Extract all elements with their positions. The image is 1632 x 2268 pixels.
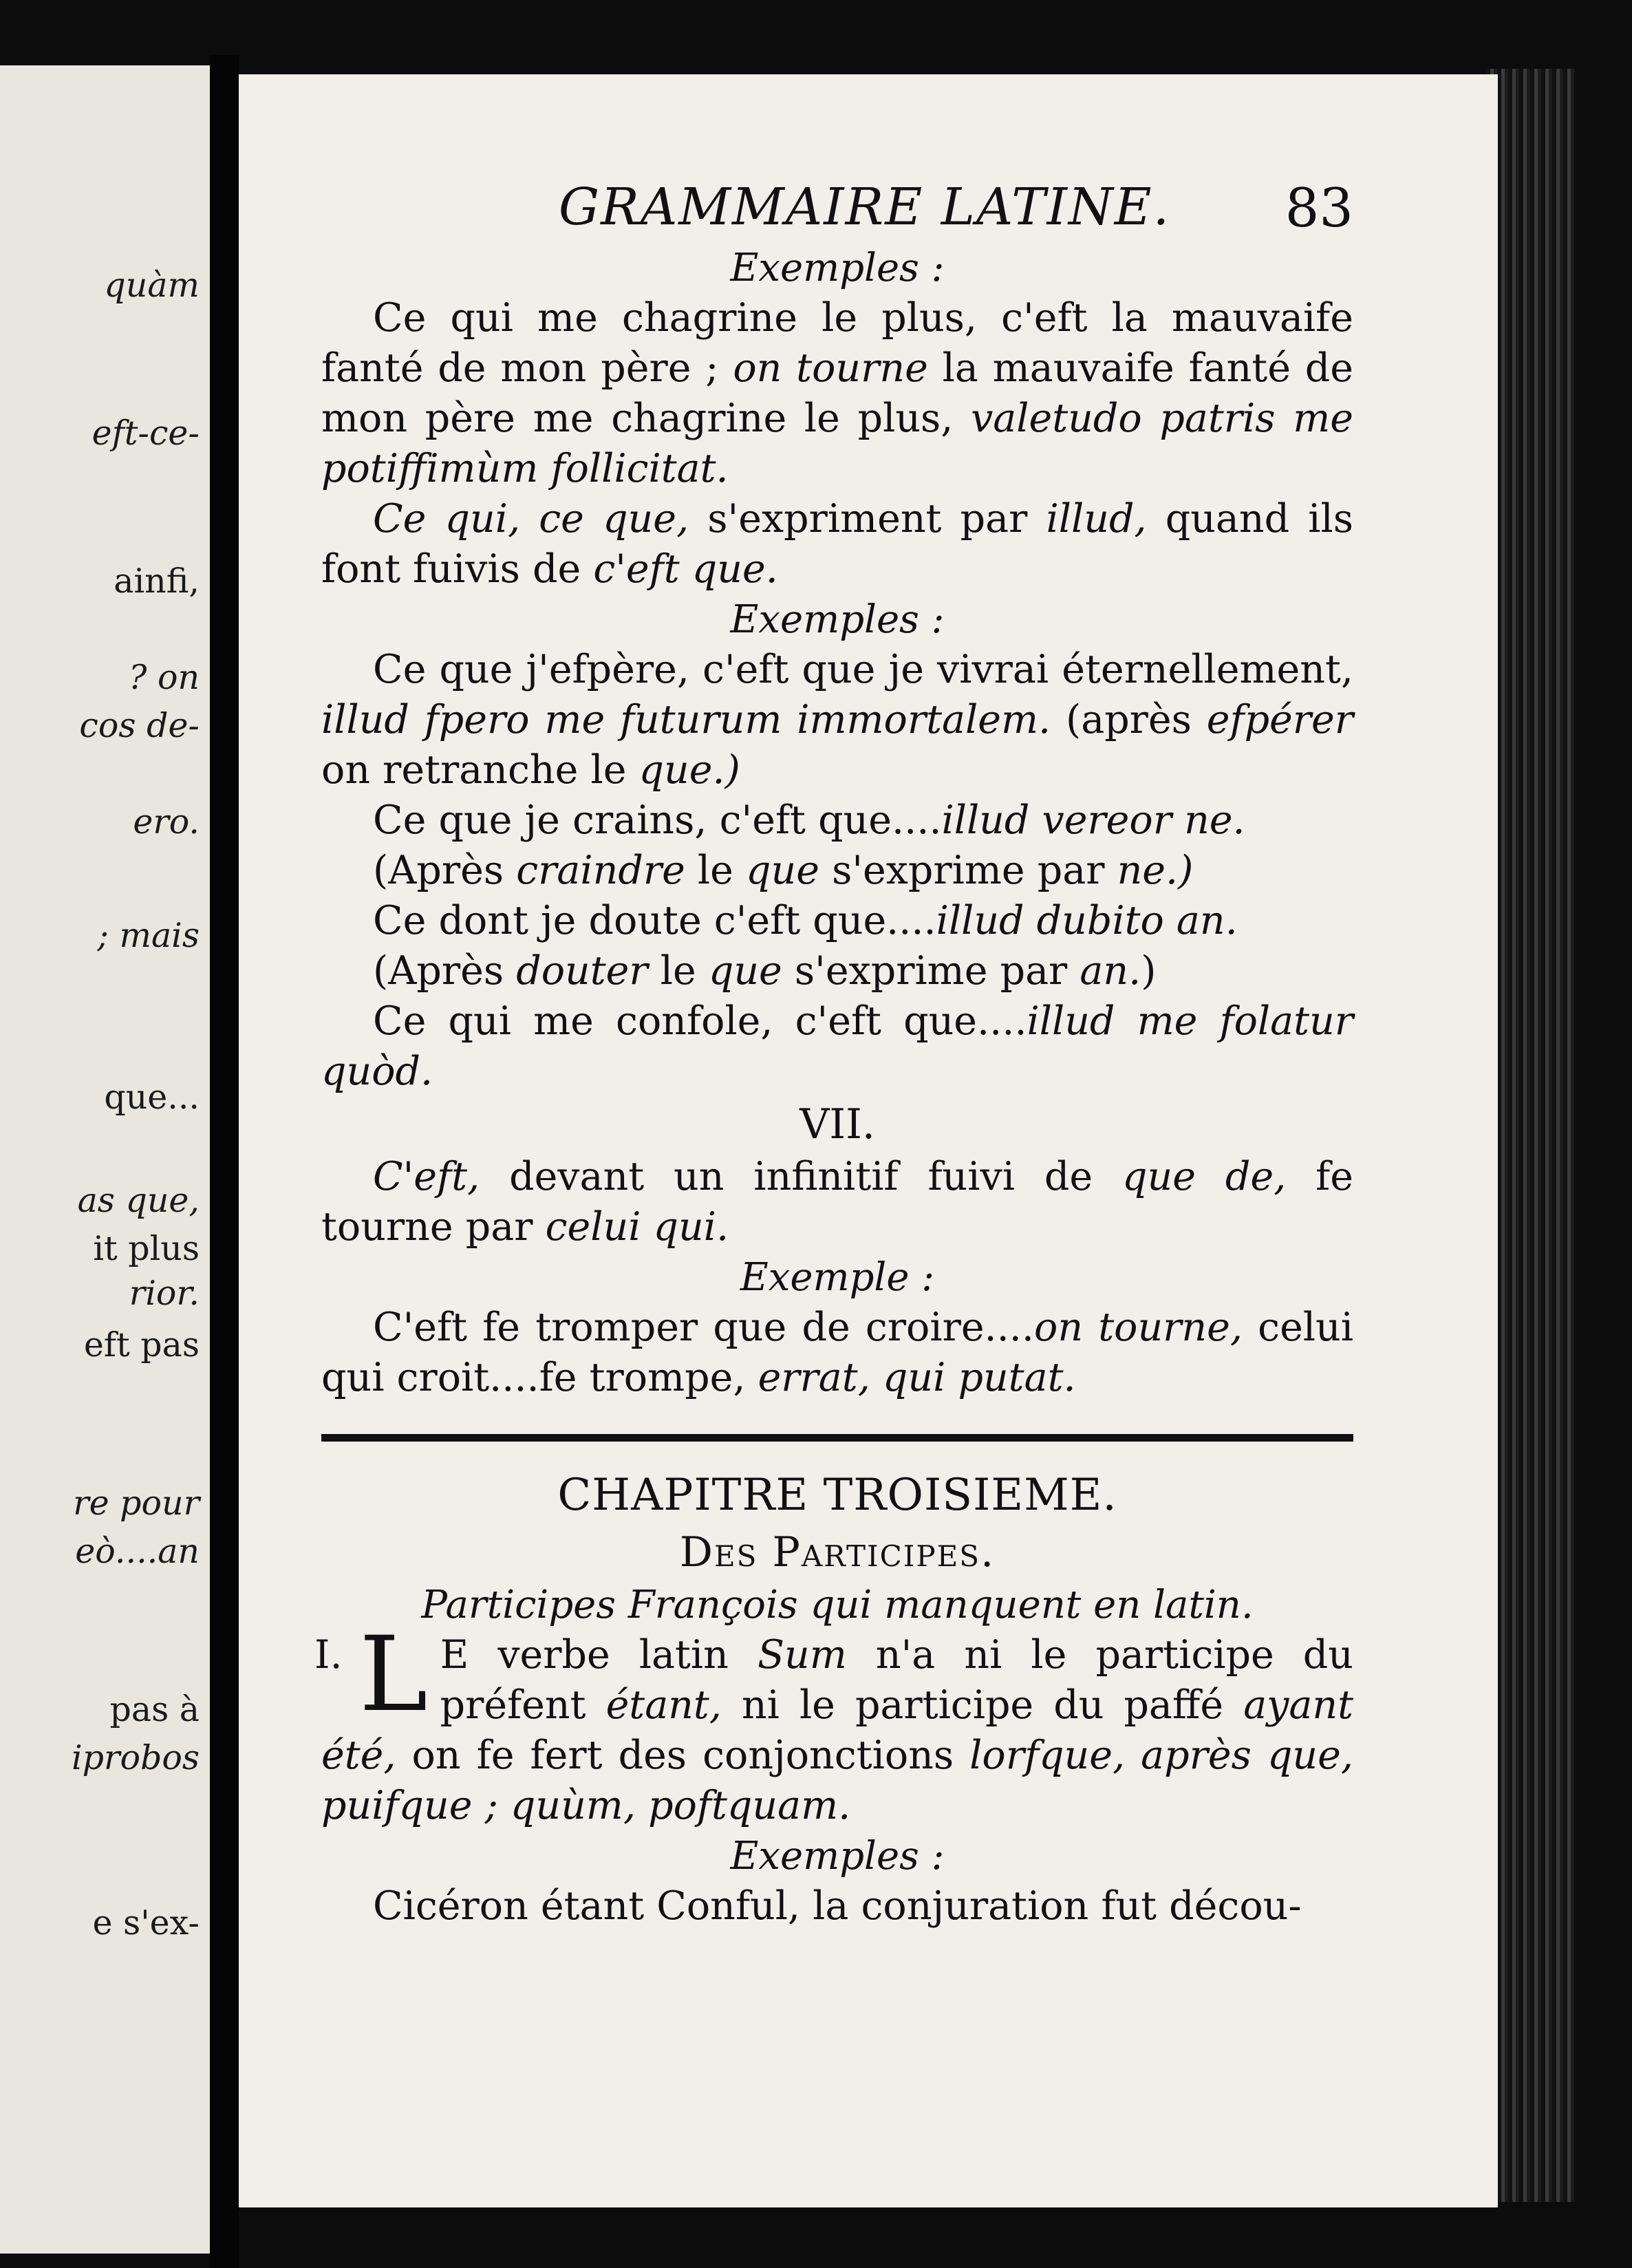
examples-heading: Exemples : <box>730 1834 945 1879</box>
left-fragment: iprobos <box>72 1738 200 1777</box>
italic-run: Ce qui, ce que, <box>373 496 689 542</box>
italic-run: craindre <box>516 848 685 893</box>
text-run: quand ils font fuivis de <box>321 496 1354 592</box>
paragraph-number: I. <box>314 1632 343 1678</box>
left-page-fragment <box>0 65 210 2254</box>
section-number: VII. <box>799 1100 875 1148</box>
page-edges <box>1486 69 1576 2202</box>
text-run: C'eft fe tromper que de croire.... <box>373 1305 1035 1350</box>
latin-run: illud dubito an. <box>936 898 1238 943</box>
section-rule <box>321 1434 1353 1442</box>
paragraph <box>321 846 1353 896</box>
text-run: (après <box>1051 697 1207 742</box>
italic-run: Sum <box>757 1632 847 1678</box>
left-fragment: ero. <box>133 802 200 842</box>
running-head <box>321 178 1353 243</box>
left-fragment: it plus <box>93 1229 200 1268</box>
text-run: Ce qui me chagrine le plus, c'eft la mauvaife fanté de mon père ; <box>321 295 1353 391</box>
book-gutter <box>210 55 239 2268</box>
left-fragment: cos de- <box>79 706 200 745</box>
left-fragment: re pour <box>73 1484 200 1523</box>
text-run: ni le participe du paffé <box>721 1682 1244 1728</box>
page-content <box>314 178 1354 1932</box>
drop-cap-paragraph <box>314 1615 1353 1831</box>
latin-run: illud fpero me futurum immortalem. <box>321 697 1051 742</box>
text-run: s'exprime par <box>782 948 1080 994</box>
drop-cap: L <box>359 1615 428 1735</box>
page-number: 83 <box>1285 178 1353 239</box>
italic-run: que de, <box>1122 1154 1287 1199</box>
paragraph <box>321 293 1353 494</box>
italic-run: ayant été, <box>321 1682 1353 1778</box>
text-run: on retranche le <box>321 747 639 793</box>
left-fragment: rior. <box>129 1274 200 1313</box>
text-run: n'a ni le participe du préfent <box>440 1632 1353 1728</box>
italic-run: c'eft que. <box>593 546 778 592</box>
chapter-subheading: Participes François qui manquent en latin. <box>421 1583 1254 1627</box>
text-run: s'exprime par <box>819 848 1117 893</box>
left-fragment: ; mais <box>97 916 200 955</box>
text-run: Ce que j'efpère, c'eft que je vivrai éternellement, <box>373 647 1353 692</box>
italic-run: efpérer <box>1206 697 1354 742</box>
text-run: s'expriment par <box>689 496 1046 542</box>
text-run: Ce que je crains, c'eft que.... <box>373 798 942 843</box>
italic-run: que <box>708 948 782 994</box>
text-run: Ce qui me confole, c'eft que.... <box>373 998 1027 1044</box>
latin-run: lorfque, après que, puifque ; quùm, poftquam. <box>321 1733 1353 1828</box>
text-run: fe tourne par <box>321 1154 1353 1250</box>
italic-run: C'eft, <box>373 1154 480 1199</box>
italic-run: on tourne <box>733 345 928 391</box>
left-fragment: que... <box>104 1078 200 1117</box>
latin-run: valetudo patris me potiffimùm follicitat. <box>321 396 1353 491</box>
text-run: ) <box>1141 948 1157 994</box>
text-run: devant un infinitif fuivi de <box>480 1154 1123 1199</box>
italic-run: que <box>746 848 819 893</box>
italic-run: ne.) <box>1117 848 1194 893</box>
latin-run: illud vereor ne. <box>941 798 1245 843</box>
text-run: la mauvaife fanté de mon père me chagrine le plus, <box>321 345 1353 441</box>
text-run: (Après <box>373 948 517 994</box>
chapter-title: CHAPITRE TROISIEME. <box>557 1470 1117 1521</box>
paragraph <box>321 996 1353 1097</box>
paragraph <box>321 494 1353 595</box>
italic-run: on tourne, <box>1034 1305 1243 1350</box>
paragraph <box>321 896 1353 946</box>
paragraph <box>321 645 1353 795</box>
text-run: Ce dont je doute c'eft que.... <box>373 898 936 943</box>
text-run: celui qui croit....fe trompe, <box>321 1305 1353 1400</box>
running-title: GRAMMAIRE LATINE. <box>559 178 1171 237</box>
left-fragment: pas à <box>109 1690 200 1729</box>
left-fragment: eft pas <box>83 1325 200 1365</box>
text-run: E verbe latin <box>440 1632 758 1678</box>
left-fragment: eft-ce- <box>92 414 200 453</box>
left-fragment: eò....an <box>75 1532 200 1571</box>
paragraph <box>321 1152 1353 1252</box>
latin-run: errat, qui putat. <box>758 1355 1076 1400</box>
text-run: le <box>685 848 747 893</box>
left-fragment: quàm <box>104 266 200 305</box>
italic-run: que.) <box>638 747 740 793</box>
text-run: on fe fert des conjonctions <box>396 1733 970 1778</box>
examples-heading: Exemples : <box>730 246 945 290</box>
left-fragment: e s'ex- <box>92 1903 200 1943</box>
paragraph <box>321 946 1353 996</box>
paragraph <box>321 1615 1353 1831</box>
paragraph <box>321 795 1353 846</box>
left-fragment: as que, <box>77 1181 200 1220</box>
examples-heading: Exemples : <box>730 597 945 642</box>
paragraph <box>321 1303 1353 1403</box>
example-heading: Exemple : <box>740 1255 935 1300</box>
italic-run: étant, <box>605 1682 722 1728</box>
italic-run: illud, <box>1046 496 1147 542</box>
italic-run: douter <box>516 948 648 994</box>
italic-run: an. <box>1080 948 1141 994</box>
text-run: (Après <box>373 848 517 893</box>
italic-run: celui qui. <box>545 1204 729 1250</box>
left-fragment: ainfi, <box>114 561 200 601</box>
chapter-subtitle: Des Participes. <box>679 1528 996 1576</box>
paragraph: Cicéron étant Conful, la conjuration fut décou- <box>373 1883 1302 1929</box>
book-page <box>239 74 1498 2207</box>
left-fragment: ? on <box>129 658 200 697</box>
latin-run: illud me folatur quòd. <box>321 998 1354 1094</box>
text-run: le <box>647 948 709 994</box>
